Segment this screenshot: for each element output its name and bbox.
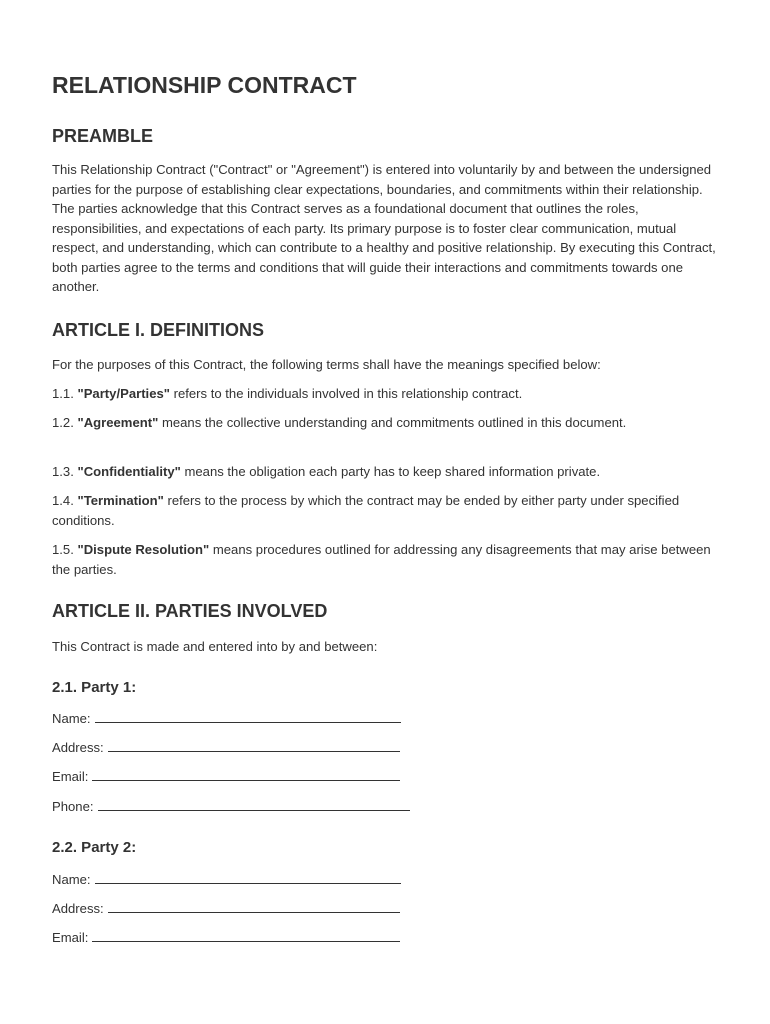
party-2-name-field[interactable] [52, 870, 401, 890]
party-2-address-field[interactable] [52, 899, 400, 919]
definition-item [52, 540, 722, 579]
definition-term: "Agreement" [77, 415, 159, 430]
field-label: Email: [52, 930, 89, 945]
definition-number: 1.2. [52, 415, 74, 430]
article-2-heading: ARTICLE II. PARTIES INVOLVED [52, 601, 328, 621]
preamble-heading: PREAMBLE [52, 126, 154, 146]
party-2-email-field[interactable] [52, 928, 400, 948]
party-1-heading: 2.1. Party 1: [52, 679, 137, 696]
party-1-address-field[interactable] [52, 738, 400, 758]
definition-number: 1.5. [52, 542, 74, 557]
definition-number: 1.1. [52, 386, 74, 401]
definition-number: 1.4. [52, 493, 74, 508]
definition-term: "Termination" [77, 493, 164, 508]
definition-term: "Dispute Resolution" [77, 542, 210, 557]
phone-blank-line[interactable] [98, 797, 410, 811]
party-1-email-field[interactable] [52, 767, 400, 787]
party-1-name-field[interactable] [52, 709, 401, 729]
definition-item [52, 491, 722, 530]
party-2-heading: 2.2. Party 2: [52, 839, 137, 856]
definition-term: "Party/Parties" [77, 386, 170, 401]
document-title: RELATIONSHIP CONTRACT [52, 72, 357, 98]
email-blank-line[interactable] [92, 928, 400, 942]
address-blank-line[interactable] [108, 738, 400, 752]
name-blank-line[interactable] [95, 709, 401, 723]
field-label: Address: [52, 740, 104, 755]
article-1-intro: For the purposes of this Contract, the following terms shall have the meanings specified below: [52, 357, 601, 372]
definition-text: refers to the individuals involved in this relationship contract. [173, 386, 523, 401]
field-label: Email: [52, 769, 89, 784]
definition-item [52, 384, 722, 404]
address-blank-line[interactable] [108, 899, 400, 913]
definition-text: refers to the process by which the contract may be ended by either party under specified conditions. [52, 493, 680, 528]
name-blank-line[interactable] [95, 870, 401, 884]
definition-text: means the obligation each party has to keep shared information private. [184, 464, 601, 479]
party-1-phone-field[interactable] [52, 797, 410, 817]
field-label: Name: [52, 872, 91, 887]
article-1-heading: ARTICLE I. DEFINITIONS [52, 320, 265, 340]
definition-number: 1.3. [52, 464, 74, 479]
definition-term: "Confidentiality" [77, 464, 181, 479]
preamble-text: This Relationship Contract ("Contract" or "Agreement") is entered into voluntarily by and between the undersigned parties for the purpose of establishing clear expectations, boundaries, and commitments within their relationship. The parties acknowledge that this Contract serves as a foundational document that outlines the roles, responsibilities, and expectations of each party. Its primary purpose is to foster clear communication, mutual respect, and understanding, which can contribute to a healthy and positive relationship. By executing this Contract, both parties agree to the terms and conditions that will guide their interactions and commitments towards one another. [52, 162, 716, 294]
field-label: Phone: [52, 799, 94, 814]
email-blank-line[interactable] [92, 767, 400, 781]
definition-text: means procedures outlined for addressing any disagreements that may arise between the parties. [52, 542, 711, 577]
definition-item [52, 413, 722, 433]
field-label: Name: [52, 711, 91, 726]
article-2-intro: This Contract is made and entered into by and between: [52, 639, 378, 654]
definition-text: means the collective understanding and commitments outlined in this document. [161, 415, 627, 430]
field-label: Address: [52, 901, 104, 916]
definition-item [52, 462, 722, 482]
